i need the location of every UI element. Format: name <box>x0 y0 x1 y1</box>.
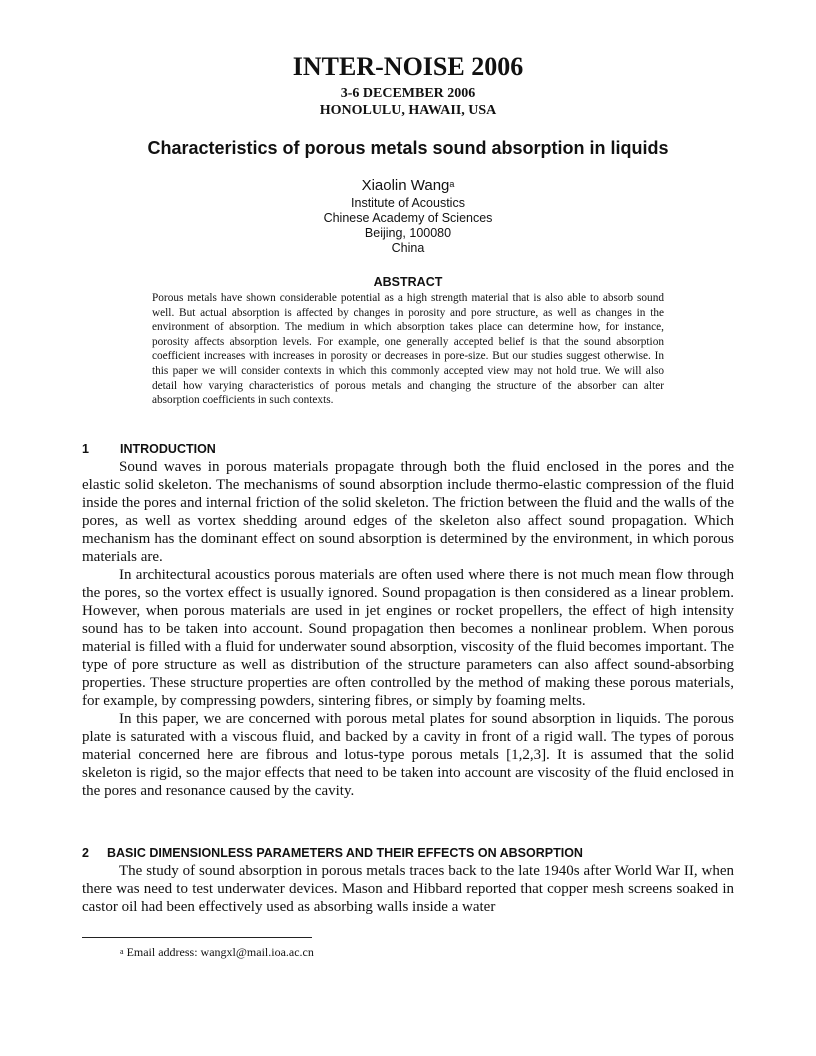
affiliation-line: Chinese Academy of Sciences <box>323 211 493 225</box>
footnote-divider <box>82 937 312 938</box>
affiliation-line: Institute of Acoustics <box>351 196 465 210</box>
affiliation-line: Beijing, 100080 <box>364 226 452 240</box>
conference-dates: 3-6 DECEMBER 2006 <box>340 86 476 101</box>
section-number: 2 <box>82 846 89 860</box>
paragraph: Sound waves in porous materials propagate through both the fluid enclosed in the pores and the elastic solid skeleton. The mechanisms of sound absorption include thermo-elastic compression of the fluid inside the pores and internal friction of the solid skeleton. The friction between the fluid and the walls of the pores, as well as vortex shedding around edges of the skeleton also affect sound propagation. Which mechanism has the dominant effect on sound absorption is determined by the environment, in which porous materials are. <box>82 459 734 565</box>
author-name: Xiaolin Wang <box>361 177 450 194</box>
abstract-text: Porous metals have shown considerable potential as a high strength material that is also able to absorb sound well. But actual absorption is affected by changes in porosity and pore structure, as well as changes in the environment of absorption. The medium in which absorption takes place can determine how, for instance, porosity affects absorption levels. For example, one generally accepted belief is that the sound absorption coefficient increases with increases in porosity or decreases in pore-size. But our studies suggest otherwise. In this paper we will consider contexts in which this commonly accepted view may not hold true. We will also detail how varying characteristics of porous metals and changing the structure of the absorber can alter absorption coefficients in such contexts. <box>152 292 664 407</box>
section-title: INTRODUCTION <box>120 442 216 456</box>
paragraph: In architectural acoustics porous materials are often used where there is not much mean flow through the pores, so the vortex effect is usually ignored. Sound propagation is then considered as a linear problem. However, when porous materials are used in jet engines or rocket propellers, the effect of high intensity sound has to be taken into account. Sound propagation then becomes a nonlinear problem. When porous material is filled with a fluid for underwater sound absorption, viscosity of the fluid becomes important. The type of pore structure as well as distribution of the structure parameters can also affect sound-absorbing properties. These structure properties are often controlled by the method of making these porous materials, for example, by compressing powders, sintering fibres, or simply by foaming melts. <box>82 567 734 709</box>
footnote-mark: a <box>120 947 124 956</box>
abstract-heading: ABSTRACT <box>373 275 443 289</box>
affiliation-line: China <box>391 241 425 255</box>
section-title: BASIC DIMENSIONLESS PARAMETERS AND THEIR EFFECTS ON ABSORPTION <box>107 846 583 860</box>
conference-location: HONOLULU, HAWAII, USA <box>319 103 497 118</box>
footnote-text: Email address: wangxl@mail.ioa.ac.cn <box>126 945 314 959</box>
paragraph: In this paper, we are concerned with porous metal plates for sound absorption in liquids. The porous plate is saturated with a viscous fluid, and backed by a cavity in front of a rigid wall. The types of porous material concerned here are fibrous and lotus-type porous metals [1,2,3]. It is assumed that the solid skeleton is rigid, so the major effects that need to be taken into account are viscosity of the fluid enclosed in the pores and resonance caused by the cavity. <box>82 711 734 799</box>
section-number: 1 <box>82 442 89 456</box>
conference-title: INTER-NOISE 2006 <box>292 52 524 81</box>
footnote <box>120 945 314 960</box>
section-body <box>82 862 734 916</box>
section-body <box>82 458 734 800</box>
author-footnote-mark: a <box>449 179 455 189</box>
section-heading <box>82 846 583 861</box>
paragraph: The study of sound absorption in porous metals traces back to the late 1940s after World War II, when there was need to test underwater devices. Mason and Hibbard reported that copper mesh screens soaked in castor oil had been effectively used as absorbing walls inside a water <box>82 863 734 915</box>
author-line <box>0 177 816 195</box>
section-heading <box>82 442 216 457</box>
paper-title: Characteristics of porous metals sound absorption in liquids <box>147 138 669 158</box>
